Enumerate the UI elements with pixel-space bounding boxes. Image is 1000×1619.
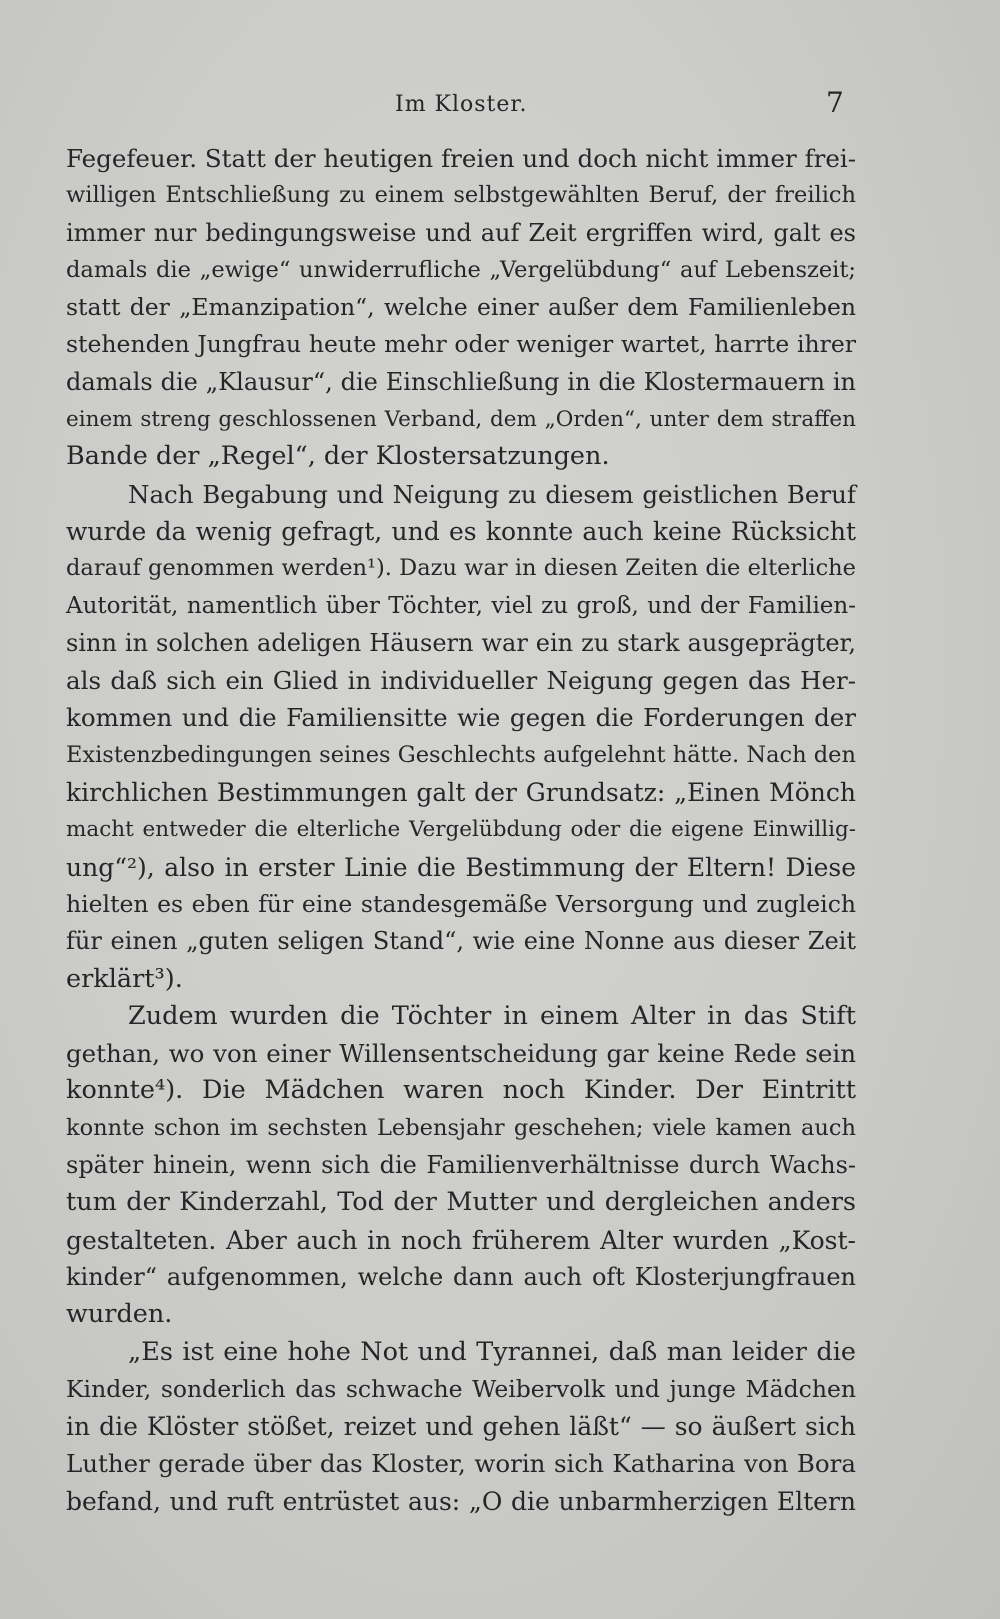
body-text xyxy=(66,140,856,1520)
text-line: einem streng geschlossenen Verband, dem „Orden“, unter dem straffen xyxy=(66,407,856,433)
text-line: „Es ist eine hohe Not und Tyrannei, daß man leider die xyxy=(128,1336,856,1367)
text-line: befand, und ruft entrüstet aus: „O die unbarmherzigen Eltern xyxy=(66,1486,856,1516)
text-line: in die Klöster stößet, reizet und gehen läßt“ — so äußert sich xyxy=(66,1412,856,1442)
text-line: Bande der „Regel“, der Klostersatzungen. xyxy=(66,441,610,472)
text-line: Autorität, namentlich über Töchter, viel zu groß, und der Familien- xyxy=(66,592,856,619)
text-line: damals die „Klausur“, die Einschließung in die Klostermauern in xyxy=(66,367,856,396)
text-line: Kinder, sonderlich das schwache Weibervolk und junge Mädchen xyxy=(66,1374,856,1403)
text-line: wurden. xyxy=(66,1299,173,1330)
text-line: damals die „ewige“ unwiderrufliche „Vergelübdung“ auf Lebenszeit; xyxy=(66,256,856,283)
text-line: Fegefeuer. Statt der heutigen freien und doch nicht immer frei- xyxy=(66,144,856,173)
text-line: für einen „guten seligen Stand“, wie eine Nonne aus dieser Zeit xyxy=(66,927,856,956)
text-line: kinder“ aufgenommen, welche dann auch oft Klosterjungfrauen xyxy=(66,1262,856,1291)
text-line: konnte schon im sechsten Lebensjahr geschehen; viele kamen auch xyxy=(66,1114,856,1141)
text-line: gestalteten. Aber auch in noch früherem Alter wurden „Kost- xyxy=(66,1225,856,1255)
text-line: als daß sich ein Glied in individueller Neigung gegen das Her- xyxy=(66,666,856,696)
text-line: später hinein, wenn sich die Familienverhältnisse durch Wachs- xyxy=(66,1151,856,1180)
text-line: sinn in solchen adeligen Häusern war ein zu stark ausgeprägter, xyxy=(66,628,856,657)
text-line: erklärt³). xyxy=(66,963,183,994)
text-line: Zudem wurden die Töchter in einem Alter in das Stift xyxy=(128,1000,856,1031)
page-number: 7 xyxy=(826,86,844,119)
text-line: ung“²), also in erster Linie die Bestimmung der Eltern! Diese xyxy=(66,852,856,882)
text-line: hielten es eben für eine standesgemäße Versorgung und zugleich xyxy=(66,889,856,918)
text-line: kommen und die Familiensitte wie gegen die Forderungen der xyxy=(66,703,856,733)
text-line: kirchlichen Bestimmungen galt der Grundsatz: „Einen Mönch xyxy=(66,778,856,808)
text-line: darauf genommen werden¹). Dazu war in diesen Zeiten die elterliche xyxy=(66,555,856,582)
text-line: konnte⁴). Die Mädchen waren noch Kinder. Der Eintritt xyxy=(66,1075,856,1106)
text-line: statt der „Emanzipation“, welche einer außer dem Familienleben xyxy=(66,293,856,322)
text-line: Nach Begabung und Neigung zu diesem geistlichen Beruf xyxy=(128,479,856,509)
text-line: Luther gerade über das Kloster, worin sich Katharina von Bora xyxy=(66,1449,856,1479)
text-line: willigen Entschließung zu einem selbstgewählten Beruf, der freilich xyxy=(66,182,856,209)
running-head: Im Kloster. xyxy=(395,92,528,117)
text-line: gethan, wo von einer Willensentscheidung gar keine Rede sein xyxy=(66,1039,856,1069)
text-line: stehenden Jungfrau heute mehr oder weniger wartet, harrte ihrer xyxy=(66,330,856,359)
text-line: immer nur bedingungsweise und auf Zeit ergriffen wird, galt es xyxy=(66,218,856,247)
text-line: tum der Kinderzahl, Tod der Mutter und dergleichen anders xyxy=(66,1187,856,1218)
text-line: macht entweder die elterliche Vergelübdung oder die eigene Einwillig- xyxy=(66,817,856,843)
text-line: Existenzbedingungen seines Geschlechts aufgelehnt hätte. Nach den xyxy=(66,741,856,768)
text-line: wurde da wenig gefragt, und es konnte auch keine Rücksicht xyxy=(66,516,856,546)
